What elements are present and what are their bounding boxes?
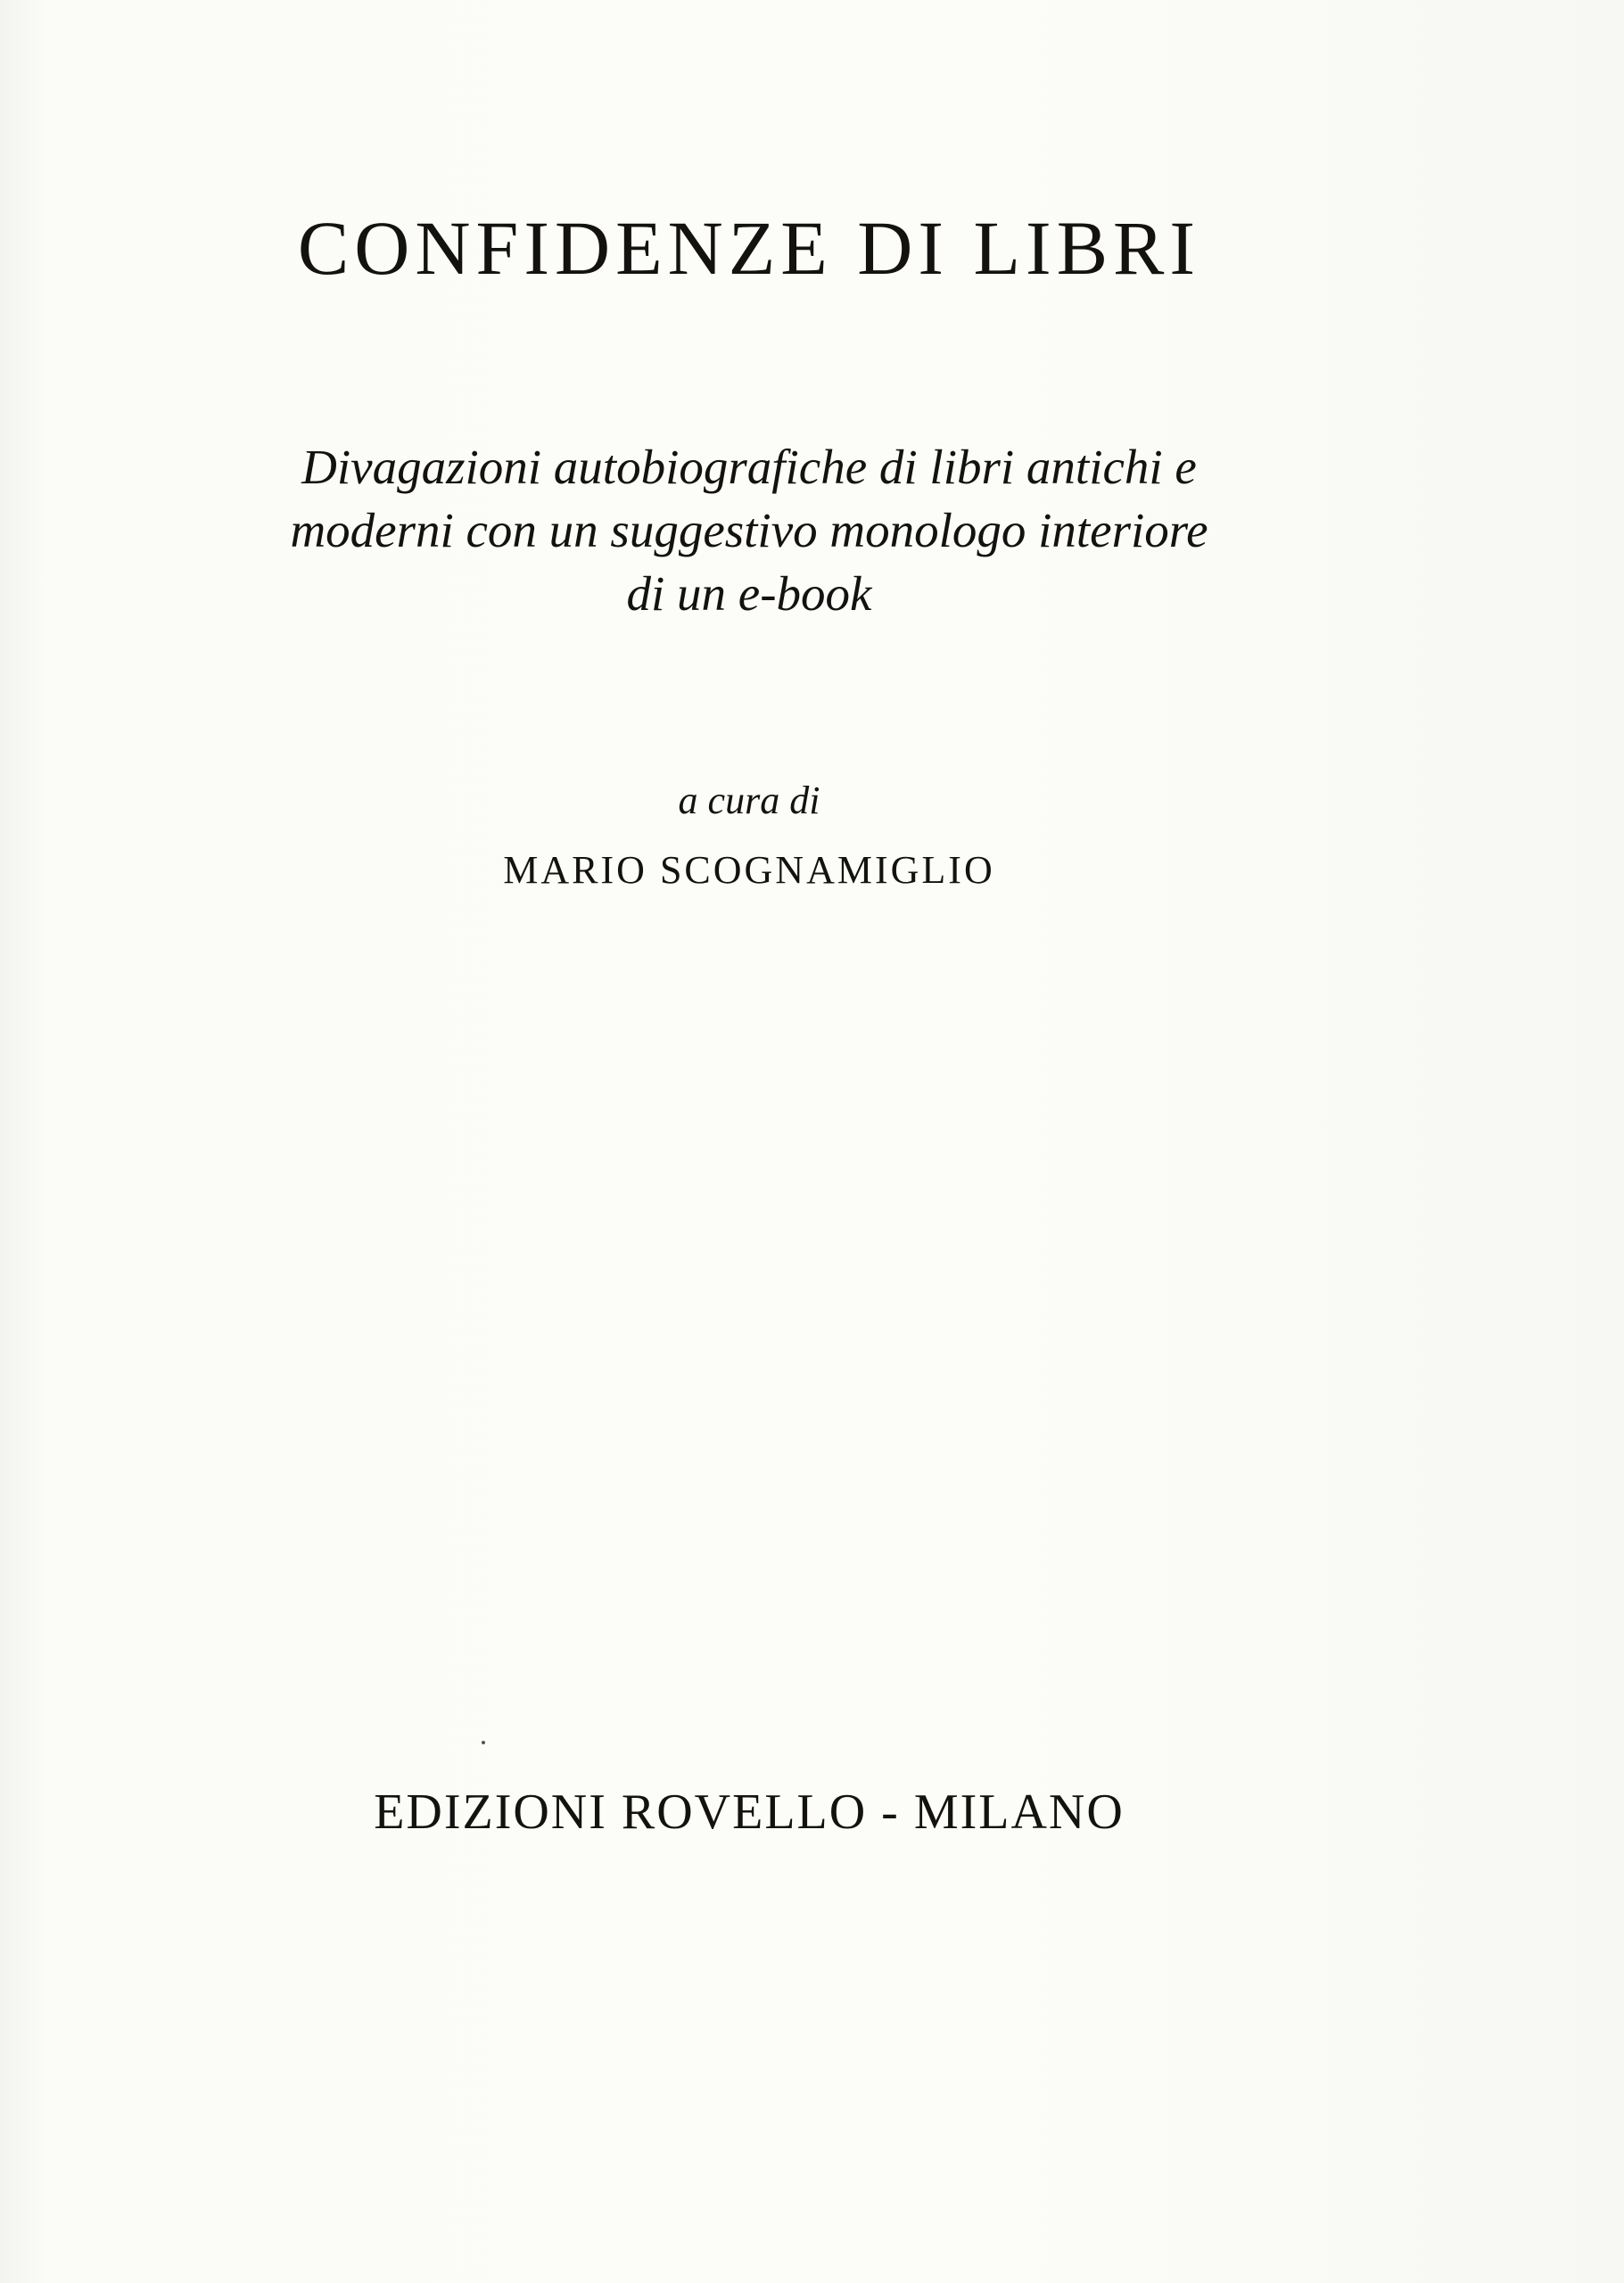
book-subtitle (205, 435, 1293, 625)
subtitle-line-3: di un e-book (626, 566, 872, 621)
publisher-imprint: EDIZIONI ROVELLO - MILANO (374, 1784, 1125, 1840)
subtitle-line-1: Divagazioni autobiografiche di libri antichi e (301, 440, 1197, 494)
ink-speck (482, 1741, 485, 1744)
curator-name: MARIO SCOGNAMIGLIO (503, 848, 995, 892)
book-title: CONFIDENZE DI LIBRI (297, 205, 1201, 291)
curator-label: a cura di (678, 779, 820, 822)
subtitle-line-2: moderni con un suggestivo monologo interiore (290, 503, 1208, 557)
